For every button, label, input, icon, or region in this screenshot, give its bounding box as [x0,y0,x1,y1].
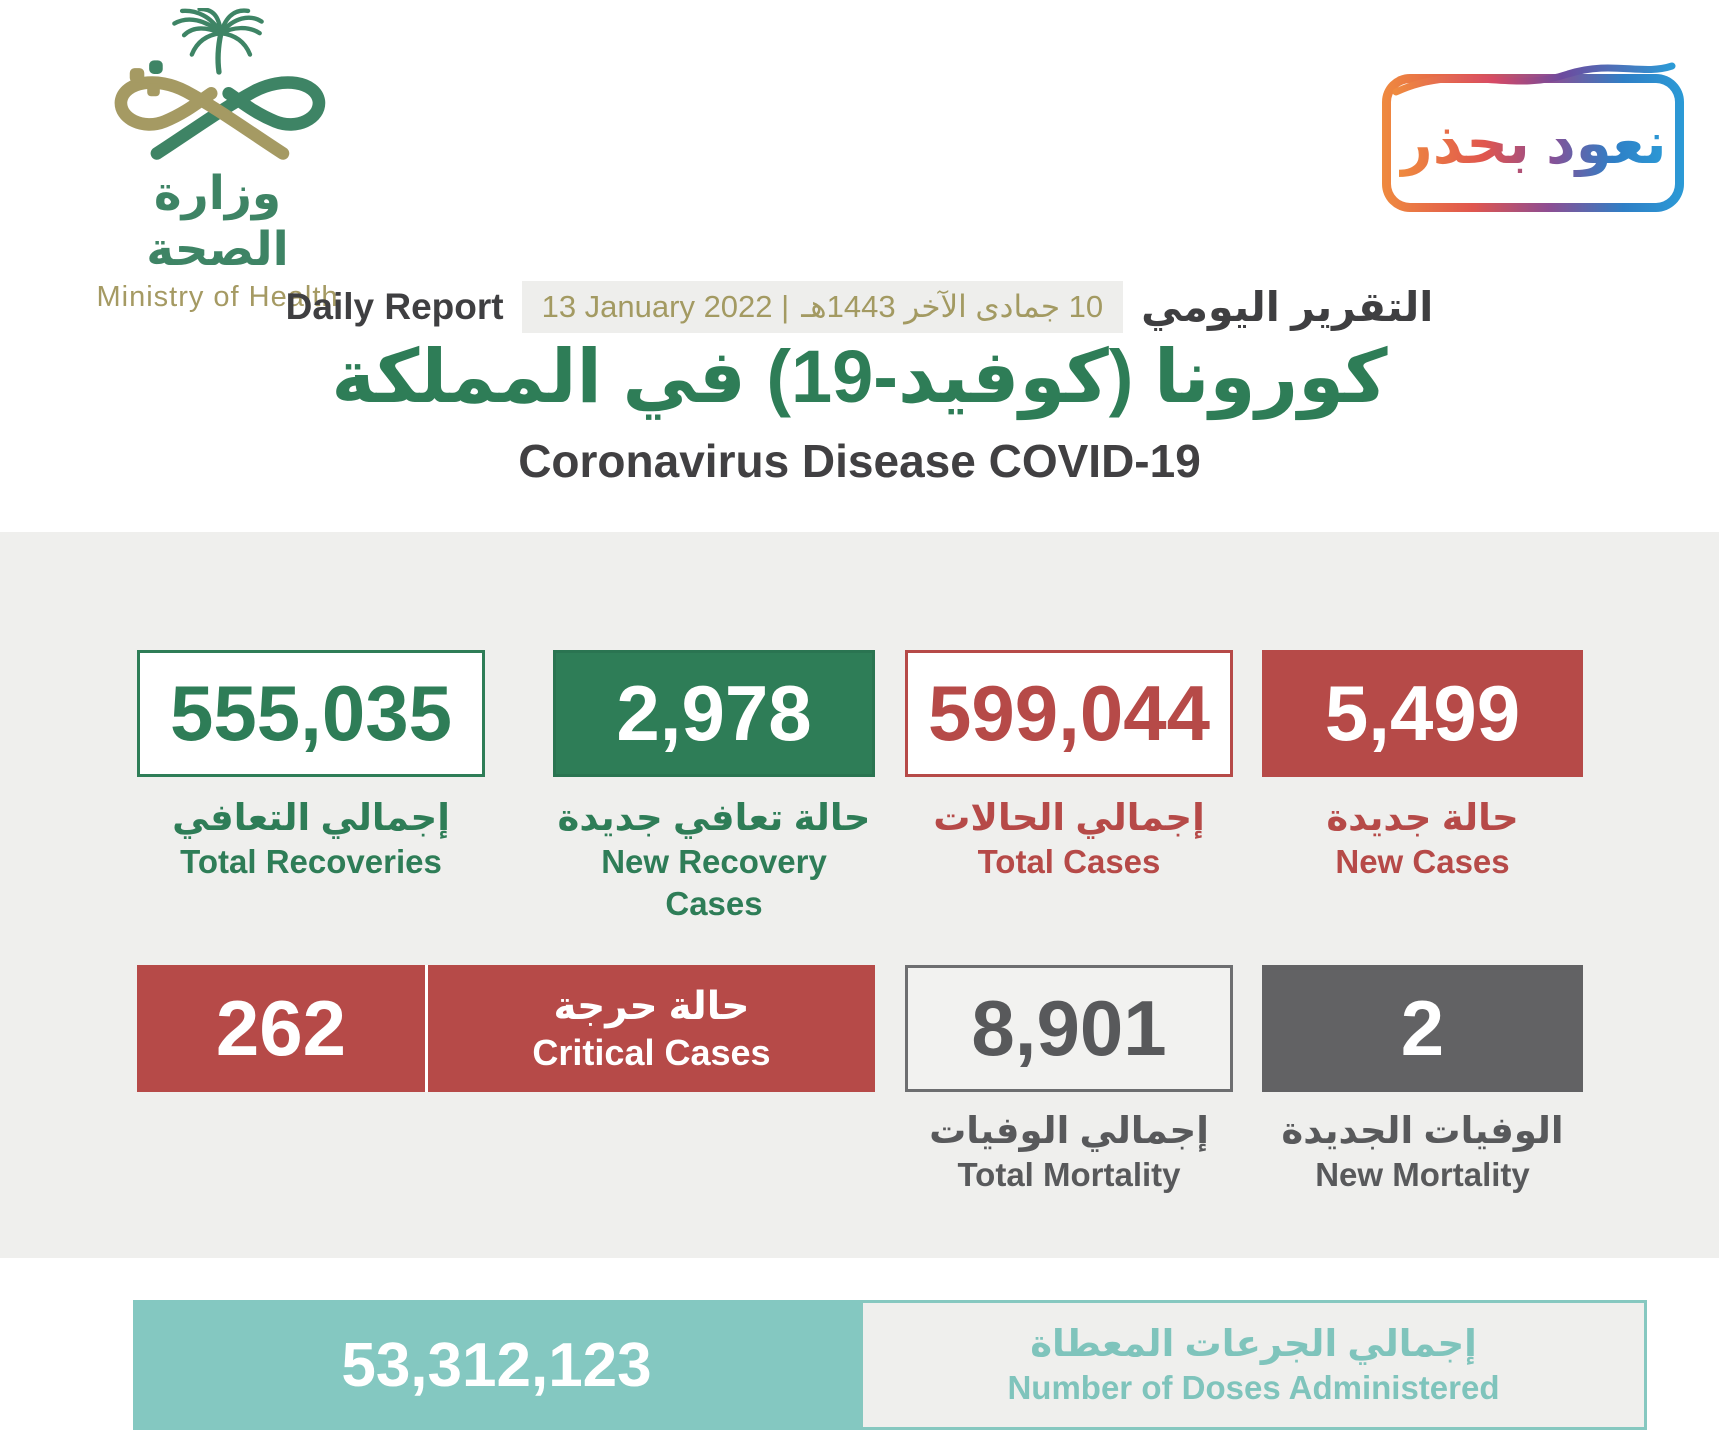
critical-cases-label-en: Critical Cases [532,1031,771,1073]
new-cases-value: 5,499 [1324,669,1521,757]
total-recoveries-label-ar: إجمالي التعافي [172,797,450,838]
new-recovery-cases-label-ar: حالة تعافي جديدة [557,797,871,838]
date-box [522,281,1124,333]
total-cases-value: 599,044 [928,669,1210,757]
main-title-arabic: كورونا (كوفيد-19) في المملكة [331,335,1388,418]
doses-administered-label-ar: إجمالي الجرعات المعطاة [1030,1323,1477,1364]
new-mortality-label-en: New Mortality [1315,1156,1530,1193]
critical-cases-value: 262 [215,984,347,1072]
new-cases-label [1262,795,1583,883]
new-cases-label-en: New Cases [1335,843,1510,880]
badge-text: نعود بحذر [1399,111,1667,176]
new-mortality-label-ar: الوفيات الجديدة [1281,1110,1564,1151]
new-cases-label-ar: حالة جديدة [1326,797,1519,838]
report-title-row [0,281,1719,333]
new-recovery-cases-label [553,795,875,925]
total-recoveries-label [137,795,485,883]
moh-emblem-icon [93,8,343,168]
total-mortality-label-ar: إجمالي الوفيات [929,1110,1209,1151]
total-mortality-label-en: Total Mortality [957,1156,1181,1193]
gregorian-date: 13 January 2022 | [541,289,790,324]
total-mortality-value: 8,901 [971,984,1167,1072]
return-with-caution-badge [1382,74,1684,212]
logo-name-english: Ministry of Health [96,281,339,313]
doses-administered-label [860,1300,1647,1430]
total-mortality-label [905,1108,1233,1196]
main-title-english: Coronavirus Disease COVID-19 [518,435,1201,487]
critical-cases-box [137,965,875,1092]
new-recovery-cases-box [553,650,875,777]
total-cases-label [905,795,1233,883]
moh-logo [85,8,350,314]
doses-administered-label-en: Number of Doses Administered [1007,1369,1500,1406]
new-recovery-cases-label-en: New Recovery Cases [601,843,827,922]
total-cases-label-en: Total Cases [977,843,1161,880]
logo-name-arabic: وزارة الصحة [146,166,289,275]
doses-administered-value: 53,312,123 [341,1330,652,1400]
new-mortality-value: 2 [1400,984,1445,1072]
daily-report-label-en: Daily Report [285,286,504,327]
total-cases-box [905,650,1233,777]
total-recoveries-value: 555,035 [170,669,452,757]
total-recoveries-label-en: Total Recoveries [180,843,442,880]
badge-swoosh-icon [1390,54,1676,98]
daily-report-label-ar: التقرير اليومي [1141,284,1434,330]
new-mortality-box [1262,965,1583,1092]
doses-administered-box [133,1300,860,1430]
hijri-date: 10 جمادى الآخر 1443هـ [801,289,1104,324]
new-recovery-cases-value: 2,978 [616,669,812,757]
critical-cases-label [428,965,875,1092]
new-mortality-label [1262,1108,1583,1196]
total-recoveries-box [137,650,485,777]
critical-cases-label-ar: حالة حرجة [553,984,750,1028]
total-cases-label-ar: إجمالي الحالات [933,797,1205,838]
new-cases-box [1262,650,1583,777]
badge-inner [1391,83,1675,203]
total-mortality-box [905,965,1233,1092]
